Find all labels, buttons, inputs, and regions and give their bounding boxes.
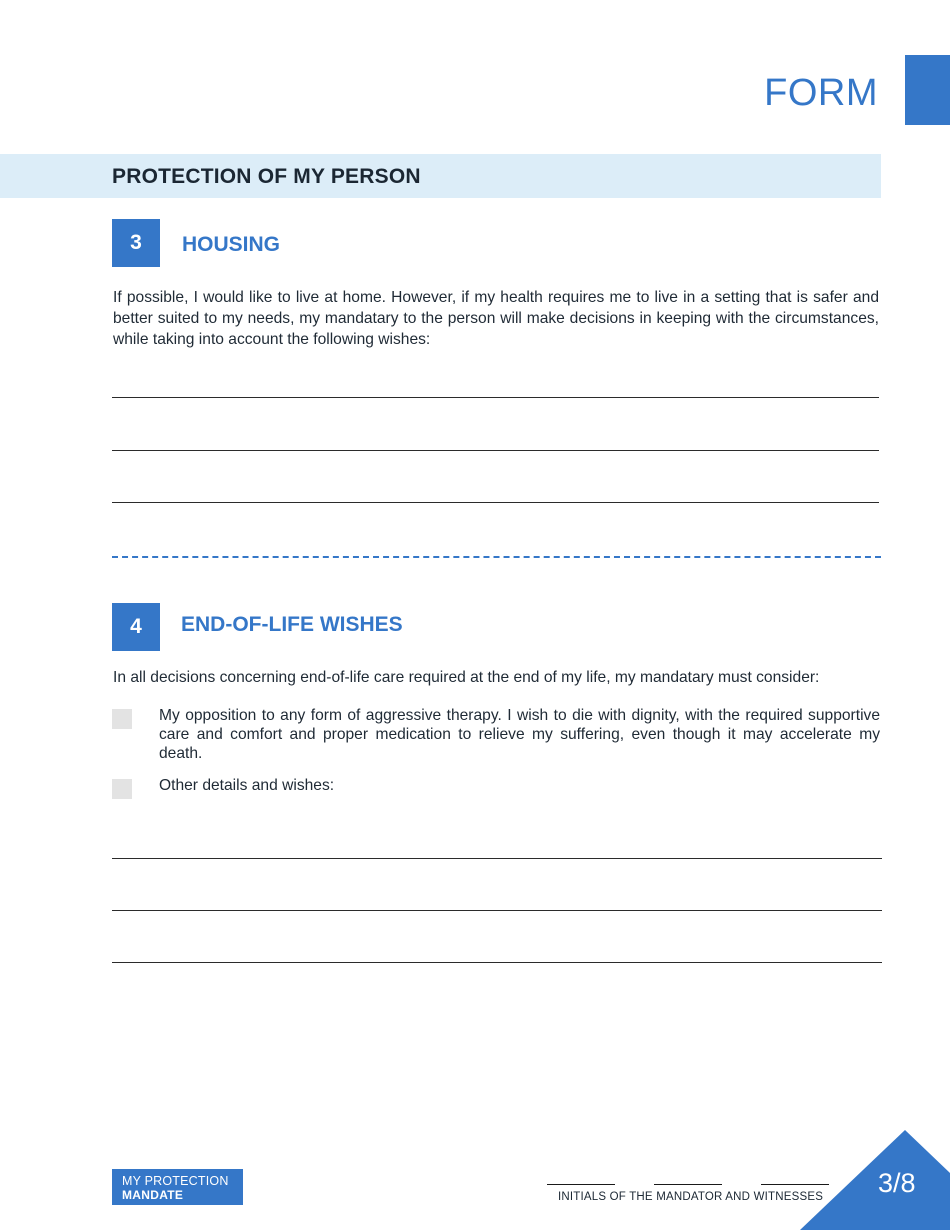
initials-line-mandator[interactable] [547,1184,615,1185]
logo-line-2: MANDATE [122,1188,184,1202]
initials-label: INITIALS OF THE MANDATOR AND WITNESSES [558,1191,824,1203]
housing-title: HOUSING [182,233,281,256]
section-number-end-of-life: 4 [112,603,160,651]
option-aggressive-therapy-label: My opposition to any form of aggressive therapy. I wish to die with dignity, with the required supportive care and comfort and proper medication to relieve my suffering, even though it may accelerate my death. [159,707,880,762]
checkbox-aggressive-therapy[interactable] [112,709,132,729]
page-corner-triangle [800,1130,950,1230]
housing-wish-line-1[interactable] [112,397,879,398]
end-of-life-title: END-OF-LIFE WISHES [181,613,403,636]
logo-line-1: MY PROTECTION [122,1174,229,1188]
housing-wish-line-2[interactable] [112,450,879,451]
mandate-logo [112,1169,243,1205]
housing-wish-line-3[interactable] [112,502,879,503]
page-number: 3/8 [878,1168,916,1198]
section-separator [112,556,881,558]
form-label: FORM [764,72,878,114]
other-wishes-line-1[interactable] [112,858,882,859]
section-title: PROTECTION OF MY PERSON [112,165,421,188]
corner-tab [905,55,950,125]
section-number-housing: 3 [112,219,160,267]
other-wishes-line-3[interactable] [112,962,882,963]
housing-text: If possible, I would like to live at home. However, if my health requires me to live in a setting that is safer and better suited to my needs, my mandatary to the person will make decisions in keeping with the circumstances, while taking into account the following wishes: [113,289,879,348]
end-of-life-intro: In all decisions concerning end-of-life care required at the end of my life, my mandatary must consider: [113,669,820,686]
option-other-wishes-label: Other details and wishes: [159,777,335,794]
checkbox-other-wishes[interactable] [112,779,132,799]
other-wishes-line-2[interactable] [112,910,882,911]
initials-line-witness-1[interactable] [654,1184,722,1185]
